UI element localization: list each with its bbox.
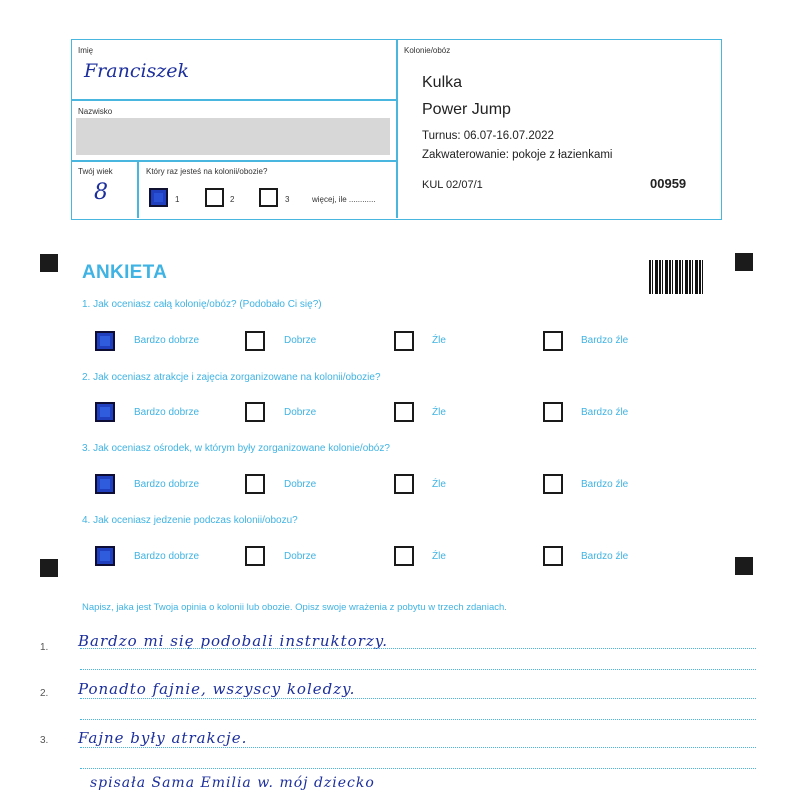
q4-option-label: Bardzo dobrze bbox=[134, 551, 200, 562]
times-checkbox-1[interactable] bbox=[149, 188, 168, 207]
q1-option-good-checkbox[interactable] bbox=[245, 331, 265, 351]
name-label: Imię bbox=[78, 46, 94, 55]
form-header bbox=[71, 39, 722, 220]
q2-option-label: Bardzo źle bbox=[581, 407, 629, 418]
name-field[interactable]: Franciszek bbox=[84, 60, 190, 82]
camp-label: Kolonie/obóz bbox=[404, 46, 451, 55]
opinion-line-number: 1. bbox=[40, 642, 49, 653]
q1-option-label: Bardzo źle bbox=[581, 335, 629, 346]
header-divider bbox=[72, 99, 396, 101]
registration-marker bbox=[735, 557, 753, 575]
q1-option-label: Dobrze bbox=[284, 335, 317, 346]
q2-option-good-checkbox[interactable] bbox=[245, 402, 265, 422]
q1-option-bad-checkbox[interactable] bbox=[394, 331, 414, 351]
q2-option-label: Bardzo dobrze bbox=[134, 407, 200, 418]
q2-option-label: Dobrze bbox=[284, 407, 317, 418]
times-more-label: więcej, ile ............ bbox=[312, 195, 376, 204]
q2-option-very-bad-checkbox[interactable] bbox=[543, 402, 563, 422]
q4-option-label: Dobrze bbox=[284, 551, 317, 562]
times-checkbox-2[interactable] bbox=[205, 188, 224, 207]
registration-marker bbox=[735, 253, 753, 271]
opinion-line-2 bbox=[80, 698, 756, 699]
handwritten-note: spisała Sama Emilia w. mój dziecko bbox=[90, 775, 375, 791]
question-4-text: 4. Jak oceniasz jedzenie podczas kolonii/obozu? bbox=[82, 515, 298, 526]
q3-option-good-checkbox[interactable] bbox=[245, 474, 265, 494]
q4-option-label: Źle bbox=[432, 551, 446, 562]
surname-label: Nazwisko bbox=[78, 107, 113, 116]
times-question-label: Który raz jesteś na kolonii/obozie? bbox=[146, 167, 268, 176]
times-option-label: 2 bbox=[230, 195, 235, 204]
survey-title: ANKIETA bbox=[82, 262, 168, 283]
barcode bbox=[649, 260, 705, 294]
question-1-text: 1. Jak oceniasz całą kolonię/obóz? (Podobało Ci się?) bbox=[82, 299, 322, 310]
q4-option-bad-checkbox[interactable] bbox=[394, 546, 414, 566]
surname-redacted-field[interactable] bbox=[76, 118, 390, 155]
q3-option-very-bad-checkbox[interactable] bbox=[543, 474, 563, 494]
camp-code: KUL 02/07/1 bbox=[422, 179, 483, 191]
registration-marker bbox=[40, 254, 58, 272]
form-number: 00959 bbox=[650, 176, 687, 191]
times-option-label: 1 bbox=[175, 195, 180, 204]
opinion-line-extra bbox=[80, 669, 756, 670]
header-divider bbox=[72, 160, 396, 162]
q4-option-very-good-checkbox[interactable] bbox=[95, 546, 115, 566]
camp-program: Power Jump bbox=[422, 101, 511, 118]
question-2-text: 2. Jak oceniasz atrakcje i zajęcia zorganizowane na kolonii/obozie? bbox=[82, 372, 381, 383]
header-divider bbox=[137, 160, 139, 218]
opinion-line-extra bbox=[80, 719, 756, 720]
q1-option-very-bad-checkbox[interactable] bbox=[543, 331, 563, 351]
q3-option-label: Bardzo źle bbox=[581, 479, 629, 490]
q3-option-bad-checkbox[interactable] bbox=[394, 474, 414, 494]
q3-option-label: Bardzo dobrze bbox=[134, 479, 200, 490]
opinion-line-1-text[interactable]: Bardzo mi się podobali instruktorzy. bbox=[78, 632, 389, 650]
camp-name: Kulka bbox=[422, 74, 463, 91]
q3-option-label: Dobrze bbox=[284, 479, 317, 490]
opinion-line-number: 2. bbox=[40, 688, 49, 699]
q1-option-very-good-checkbox[interactable] bbox=[95, 331, 115, 351]
q1-option-label: Bardzo dobrze bbox=[134, 335, 200, 346]
q2-option-very-good-checkbox[interactable] bbox=[95, 402, 115, 422]
opinion-line-2-text[interactable]: Ponadto fajnie, wszyscy koledzy. bbox=[78, 680, 356, 698]
q2-option-label: Źle bbox=[432, 407, 446, 418]
opinion-line-extra bbox=[80, 768, 756, 769]
opinion-prompt: Napisz, jaka jest Twoja opinia o kolonii lub obozie. Opisz swoje wrażenia z pobytu w trzech zdaniach. bbox=[82, 602, 507, 613]
accommodation-info: Zakwaterowanie: pokoje z łazienkami bbox=[422, 149, 613, 161]
age-label: Twój wiek bbox=[78, 167, 113, 176]
times-checkbox-3[interactable] bbox=[259, 188, 278, 207]
q4-option-good-checkbox[interactable] bbox=[245, 546, 265, 566]
times-option-label: 3 bbox=[285, 195, 290, 204]
q1-option-label: Źle bbox=[432, 335, 446, 346]
age-field[interactable]: 8 bbox=[94, 180, 108, 205]
opinion-line-1 bbox=[80, 648, 756, 649]
q4-option-label: Bardzo źle bbox=[581, 551, 629, 562]
opinion-line-3-text[interactable]: Fajne były atrakcje. bbox=[78, 729, 248, 747]
registration-marker bbox=[40, 559, 58, 577]
opinion-line-number: 3. bbox=[40, 735, 49, 746]
q4-option-very-bad-checkbox[interactable] bbox=[543, 546, 563, 566]
q2-option-bad-checkbox[interactable] bbox=[394, 402, 414, 422]
header-divider bbox=[396, 40, 398, 218]
question-3-text: 3. Jak oceniasz ośrodek, w którym były zorganizowane kolonie/obóz? bbox=[82, 443, 390, 454]
opinion-line-3 bbox=[80, 747, 756, 748]
q3-option-label: Źle bbox=[432, 479, 446, 490]
turnus-dates: Turnus: 06.07-16.07.2022 bbox=[422, 130, 554, 142]
q3-option-very-good-checkbox[interactable] bbox=[95, 474, 115, 494]
